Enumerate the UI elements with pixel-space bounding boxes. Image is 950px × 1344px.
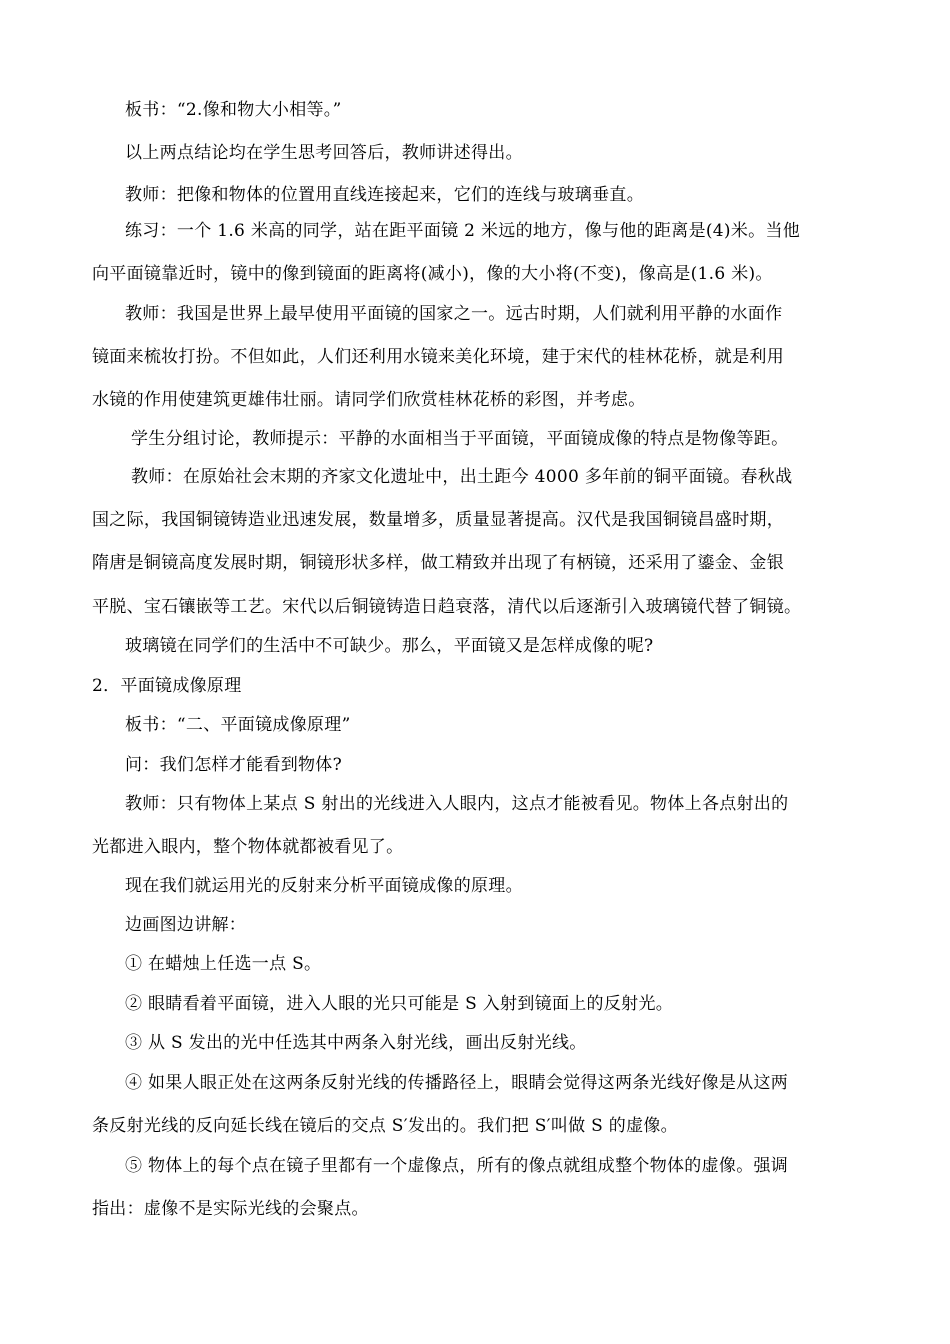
text-line: 教师：把像和物体的位置用直线连接起来，它们的连线与玻璃垂直。 (125, 185, 644, 205)
text-line: 水镜的作用使建筑更雄伟壮丽。请同学们欣赏桂林花桥的彩图，并考虑。 (92, 390, 646, 410)
list-item: ⑤ 物体上的每个点在镜子里都有一个虚像点，所有的像点就组成整个物体的虚像。强调 (125, 1156, 789, 1176)
text-line: 向平面镜靠近时，镜中的像到镜面的距离将(减小)，像的大小将(不变)，像高是(1.6 米)。 (92, 264, 773, 284)
text-line: 以上两点结论均在学生思考回答后，教师讲述得出。 (125, 143, 523, 163)
text-line: 教师：在原始社会末期的齐家文化遗址中，出土距今 4000 多年前的铜平面镜。春秋战 (131, 467, 793, 487)
list-item: ① 在蜡烛上任选一点 S。 (125, 954, 322, 974)
text-line: 练习：一个 1.6 米高的同学，站在距平面镜 2 米远的地方，像与他的距离是(4)米。当他 (125, 221, 801, 241)
text-line: 现在我们就运用光的反射来分析平面镜成像的原理。 (125, 876, 523, 896)
text-line: 板书：“2.像和物大小相等。” (125, 100, 342, 120)
text-line: 学生分组讨论，教师提示：平静的水面相当于平面镜，平面镜成像的特点是物像等距。 (131, 429, 789, 449)
text-line: 指出：虚像不是实际光线的会聚点。 (92, 1199, 369, 1219)
text-line: 教师：我国是世界上最早使用平面镜的国家之一。远古时期，人们就利用平静的水面作 (125, 304, 783, 324)
text-line: 国之际，我国铜镜铸造业迅速发展，数量增多，质量显著提高。汉代是我国铜镜昌盛时期， (92, 510, 784, 530)
text-line: 隋唐是铜镜高度发展时期，铜镜形状多样，做工精致并出现了有柄镜，还采用了鎏金、金银 (92, 553, 784, 573)
list-item: ④ 如果人眼正处在这两条反射光线的传播路径上，眼睛会觉得这两条光线好像是从这两 (125, 1073, 789, 1093)
list-item: ② 眼睛看着平面镜，进入人眼的光只可能是 S 入射到镜面上的反射光。 (125, 994, 674, 1014)
text-line: 光都进入眼内，整个物体就都被看见了。 (92, 837, 404, 857)
text-line: 板书：“二、平面镜成像原理” (125, 715, 351, 735)
section-heading: 2．平面镜成像原理 (92, 676, 242, 696)
text-line: 边画图边讲解： (125, 915, 247, 935)
text-line: 教师：只有物体上某点 S 射出的光线进入人眼内，这点才能被看见。物体上各点射出的 (125, 794, 789, 814)
text-line: 问：我们怎样才能看到物体? (125, 755, 343, 775)
text-line: 条反射光线的反向延长线在镜后的交点 S′发出的。我们把 S′叫做 S 的虚像。 (92, 1116, 678, 1136)
text-line: 镜面来梳妆打扮。不但如此，人们还利用水镜来美化环境，建于宋代的桂林花桥，就是利用 (92, 347, 784, 367)
text-line: 平脱、宝石镶嵌等工艺。宋代以后铜镜铸造日趋衰落，清代以后逐渐引入玻璃镜代替了铜镜。 (92, 597, 802, 617)
list-item: ③ 从 S 发出的光中任选其中两条入射光线，画出反射光线。 (125, 1033, 587, 1053)
text-line: 玻璃镜在同学们的生活中不可缺少。那么，平面镜又是怎样成像的呢? (125, 636, 654, 656)
